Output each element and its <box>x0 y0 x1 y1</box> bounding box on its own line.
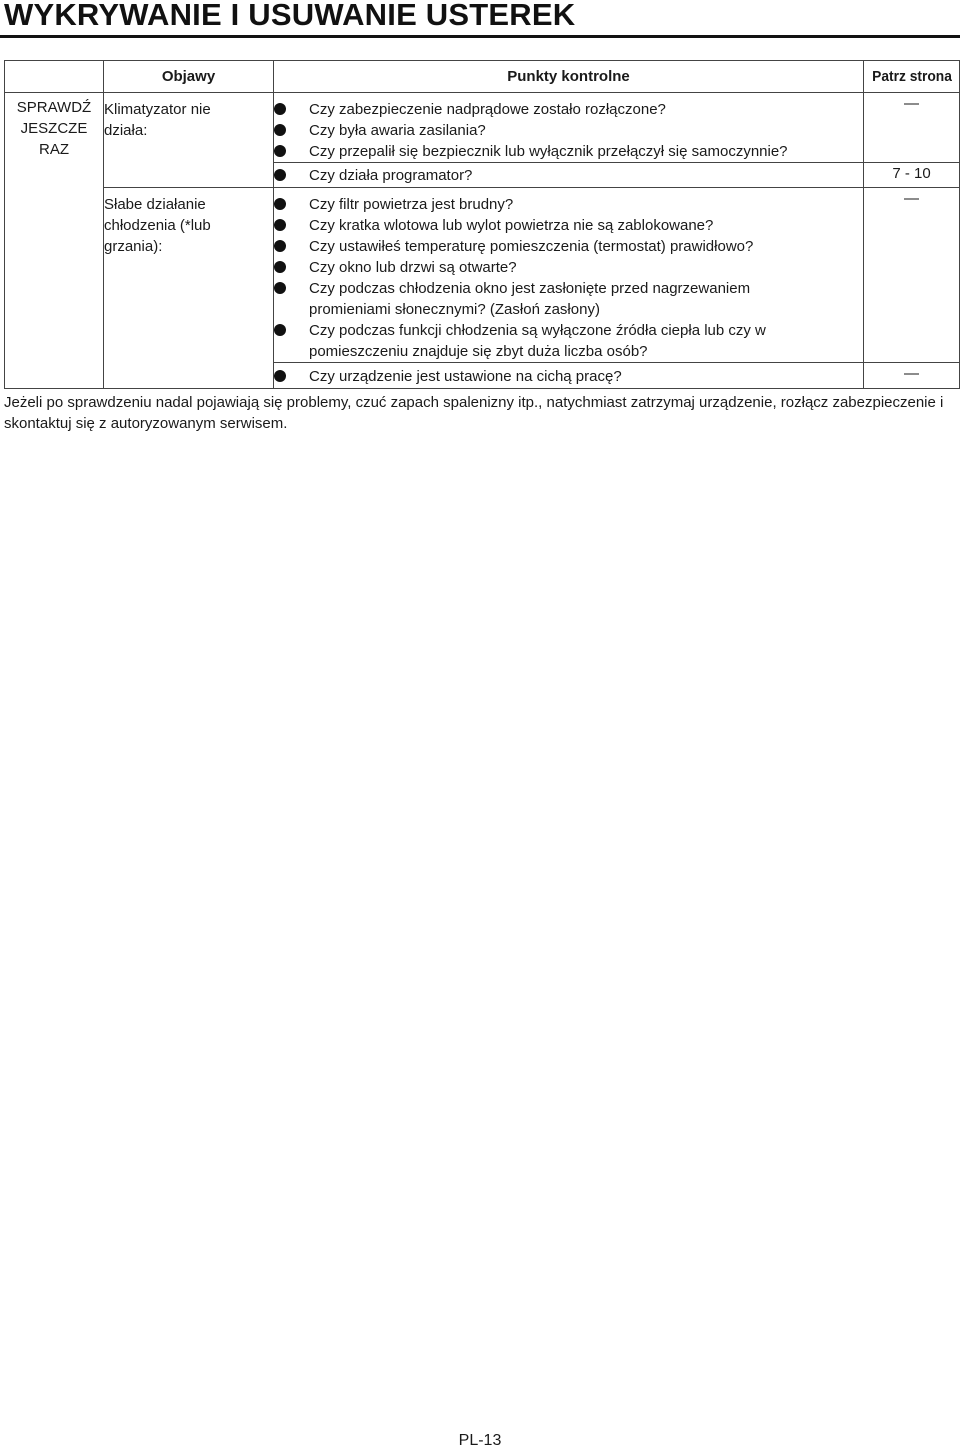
checkpoint-item: Czy była awaria zasilania? <box>274 120 863 141</box>
see-page-value: 7 - 10 <box>892 165 931 182</box>
bullet-icon <box>274 169 286 181</box>
header-symptoms: Objawy <box>104 61 274 93</box>
checkpoint-group <box>274 163 864 188</box>
bullet-icon <box>274 103 286 115</box>
symptom-cell <box>104 188 274 389</box>
table-header-row <box>5 61 960 93</box>
symptom-label: Słabe działanie chłodzenia (*lub grzania): <box>104 196 211 255</box>
checkpoint-item: Czy podczas funkcji chłodzenia są wyłączone źródła ciepła lub czy w pomieszczeniu znajduje się zbyt duża liczba osób? <box>274 320 834 362</box>
checkpoint-group <box>274 93 864 163</box>
bullet-icon <box>274 324 286 336</box>
bullet-icon <box>274 370 286 382</box>
table-row <box>5 188 960 363</box>
symptom-cell <box>104 93 274 188</box>
checkpoint-item: Czy filtr powietrza jest brudny? <box>274 194 863 215</box>
bullet-icon <box>274 282 286 294</box>
checkpoint-item: Czy działa programator? <box>274 165 863 186</box>
checkpoint-item: Czy zabezpieczenie nadprądowe zostało rozłączone? <box>274 99 863 120</box>
checkpoint-item: Czy przepalił się bezpiecznik lub wyłącznik przełączył się samoczynnie? <box>274 141 863 162</box>
page-title: WYKRYWANIE I USUWANIE USTEREK <box>4 0 576 32</box>
bullet-icon <box>274 198 286 210</box>
header-empty <box>5 61 104 93</box>
bullet-icon <box>274 219 286 231</box>
warning-note: Jeżeli po sprawdzeniu nadal pojawiają się problemy, czuć zapach spalenizny itp., natychmiast zatrzymaj urządzenie, rozłącz zabezpieczenie i skontaktuj się z autoryzowanym serwisem. <box>4 394 944 432</box>
header-see-page: Patrz strona <box>867 61 955 93</box>
checkpoint-item: Czy ustawiłeś temperaturę pomieszczenia (termostat) prawidłowo? <box>274 236 863 257</box>
bullet-icon <box>274 145 286 157</box>
checkpoint-group <box>274 188 864 363</box>
see-page-cell <box>864 93 960 163</box>
category-cell <box>5 93 104 389</box>
bullet-icon <box>274 240 286 252</box>
see-page-value: — <box>904 365 919 382</box>
checkpoint-item: Czy urządzenie jest ustawione na cichą pracę? <box>274 366 863 387</box>
checkpoint-item: Czy kratka wlotowa lub wylot powietrza nie są zablokowane? <box>274 215 863 236</box>
troubleshooting-table <box>4 60 960 389</box>
header-checkpoints: Punkty kontrolne <box>274 61 864 93</box>
see-page-cell <box>864 163 960 188</box>
title-rule <box>0 35 960 38</box>
see-page-value: — <box>904 190 919 207</box>
see-page-cell <box>864 188 960 363</box>
bullet-icon <box>274 261 286 273</box>
see-page-cell <box>864 363 960 389</box>
bullet-icon <box>274 124 286 136</box>
symptom-label: Klimatyzator nie działa: <box>104 101 211 139</box>
page-number: PL-13 <box>458 1432 502 1449</box>
checkpoint-group <box>274 363 864 389</box>
checkpoint-item: Czy okno lub drzwi są otwarte? <box>274 257 863 278</box>
table-row <box>5 93 960 163</box>
checkpoint-item: Czy podczas chłodzenia okno jest zasłonięte przed nagrzewaniem promieniami słonecznymi? (Zasłoń zasłony) <box>274 278 779 320</box>
see-page-value: — <box>904 95 919 112</box>
category-label: SPRAWDŹ JESZCZE RAZ <box>16 99 92 158</box>
